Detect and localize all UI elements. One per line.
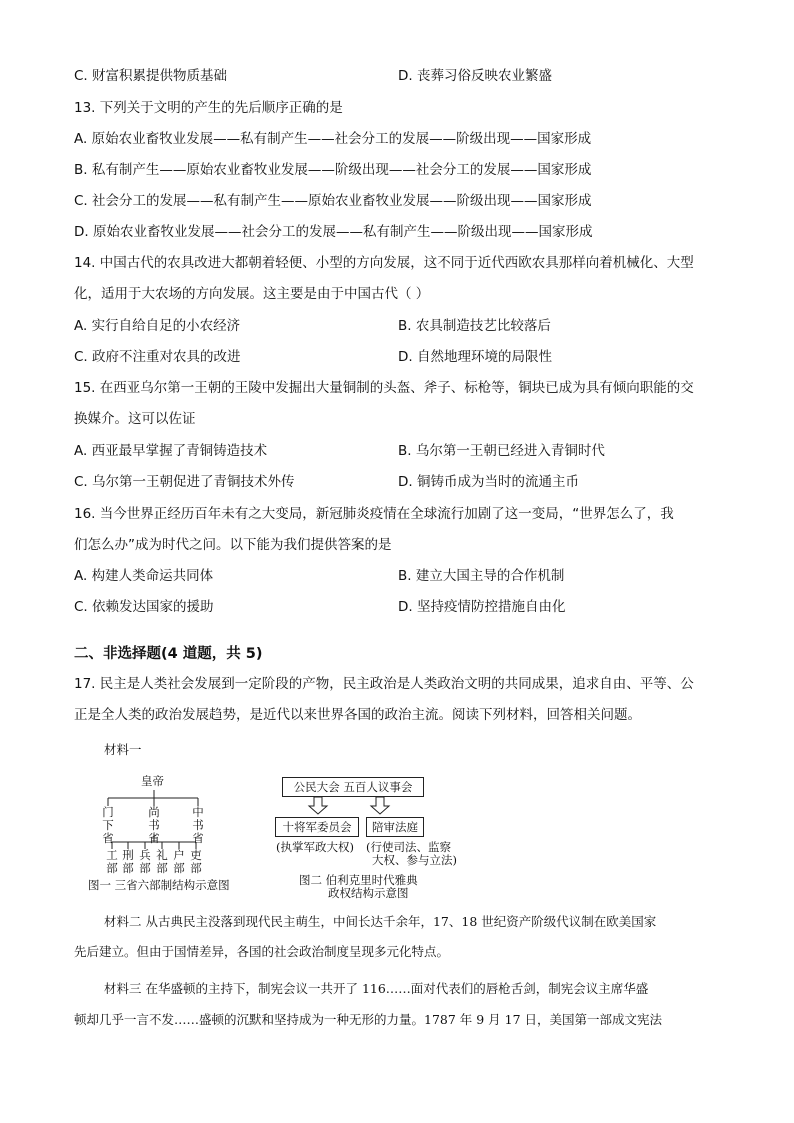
q13-option-b: B. 私有制产生——原始农业畜牧业发展——阶级出现——社会分工的发展——国家形成	[74, 162, 592, 178]
fig1-ministry-works: 工部	[106, 848, 118, 875]
material-2-line2: 先后建立。但由于国情差异，各国的社会政治制度呈现多元化特点。	[74, 944, 450, 959]
fig2-court-box: 陪审法庭	[366, 817, 424, 837]
fig1-ministry-justice: 刑部	[122, 848, 134, 875]
q15-option-b: B. 乌尔第一王朝已经进入青铜时代	[398, 443, 605, 459]
fig2-top-box: 公民大会 五百人议事会	[282, 777, 424, 797]
q15-stem-line1: 15. 在西亚乌尔第一王朝的王陵中发掘出大量铜制的头盔、斧子、标枪等，铜块已成为具有倾向职能的交	[74, 380, 694, 396]
q15-stem-line2: 换媒介。这可以佐证	[74, 411, 196, 427]
q13-option-c: C. 社会分工的发展——私有制产生——原始农业畜牧业发展——阶级出现——国家形成	[74, 193, 592, 209]
q14-option-c: C. 政府不注重对农具的改进	[74, 349, 241, 365]
q12-option-c: C. 财富积累提供物质基础	[74, 68, 228, 84]
fig2-court-note-2: 大权、参与立法)	[372, 853, 457, 867]
material-1-label: 材料一	[104, 742, 142, 757]
q16-option-c: C. 依赖发达国家的援助	[74, 599, 214, 615]
q16-option-a: A. 构建人类命运共同体	[74, 568, 214, 584]
q12-option-d: D. 丧葬习俗反映农业繁盛	[398, 68, 552, 84]
material-3-line2: 顿却几乎一言不发……盛顿的沉默和坚持成为一种无形的力量。1787 年 9 月 17 日，美国第一部成文宪法	[74, 1012, 663, 1027]
material-3-line1: 材料三 在华盛顿的主持下，制宪会议一共开了 116……面对代表们的唇枪舌剑，制宪会议主席华盛	[104, 981, 649, 996]
fig1-ministry-personnel: 吏部	[190, 848, 202, 875]
q13-option-a: A. 原始农业畜牧业发展——私有制产生——社会分工的发展——阶级出现——国家形成	[74, 131, 592, 147]
q14-option-b: B. 农具制造技艺比较落后	[398, 318, 551, 334]
q16-option-b: B. 建立大国主导的合作机制	[398, 568, 565, 584]
q13-option-d: D. 原始农业畜牧业发展——社会分工的发展——私有制产生——阶级出现——国家形成	[74, 224, 593, 240]
fig1-emperor: 皇帝	[141, 774, 164, 788]
fig2-court-note-1: (行使司法、监察	[366, 840, 451, 854]
q14-option-d: D. 自然地理环境的局限性	[398, 349, 552, 365]
q17-stem-line1: 17. 民主是人类社会发展到一定阶段的产物，民主政治是人类政治文明的共同成果，追求自由、平等、公	[74, 676, 694, 692]
fig2-caption-1: 图二 伯利克里时代雅典	[299, 873, 418, 887]
q16-stem-line1: 16. 当今世界正经历百年未有之大变局，新冠肺炎疫情在全球流行加剧了这一变局，“世界怎么了，我	[74, 506, 674, 522]
section-title: 二、非选择题(4 道题，共 5)	[74, 646, 263, 662]
q14-option-a: A. 实行自给自足的小农经济	[74, 318, 241, 334]
material-2-line1: 材料二 从古典民主没落到现代民主萌生，中间长达千余年，17、18 世纪资产阶级代议制在欧美国家	[104, 914, 657, 929]
q13-stem: 13. 下列关于文明的产生的先后顺序正确的是	[74, 100, 343, 116]
q15-option-a: A. 西亚最早掌握了青铜铸造技术	[74, 443, 268, 459]
fig2-generals-note: (执掌军政大权)	[276, 840, 354, 854]
fig2-caption-2: 政权结构示意图	[328, 886, 409, 900]
q17-stem-line2: 正是全人类的政治发展趋势，是近代以来世界各国的政治主流。阅读下列材料，回答相关问题。	[74, 707, 641, 723]
fig2-generals-box: 十将军委员会	[275, 817, 359, 837]
q14-stem-line1: 14. 中国古代的农具改进大都朝着轻便、小型的方向发展，这不同于近代西欧农具那样向着机械化、大型	[74, 255, 694, 271]
q14-stem-line2: 化，适用于大农场的方向发展。这主要是由于中国古代（ ）	[74, 286, 430, 302]
fig1-caption: 图一 三省六部制结构示意图	[88, 878, 230, 892]
q15-option-c: C. 乌尔第一王朝促进了青铜技术外传	[74, 474, 295, 490]
fig1-menxia: 门下省	[102, 805, 114, 845]
q15-option-d: D. 铜铸币成为当时的流通主币	[398, 474, 579, 490]
q16-option-d: D. 坚持疫情防控措施自由化	[398, 599, 566, 615]
fig1-zhongshu: 中书省	[192, 805, 204, 845]
fig1-shangshu: 尚书省	[148, 805, 160, 845]
q16-stem-line2: 们怎么办”成为时代之问。以下能为我们提供答案的是	[74, 537, 392, 553]
fig1-ministry-war: 兵部	[139, 848, 151, 875]
fig1-ministry-rites: 礼部	[156, 848, 168, 875]
fig1-ministry-revenue: 户部	[173, 848, 185, 875]
